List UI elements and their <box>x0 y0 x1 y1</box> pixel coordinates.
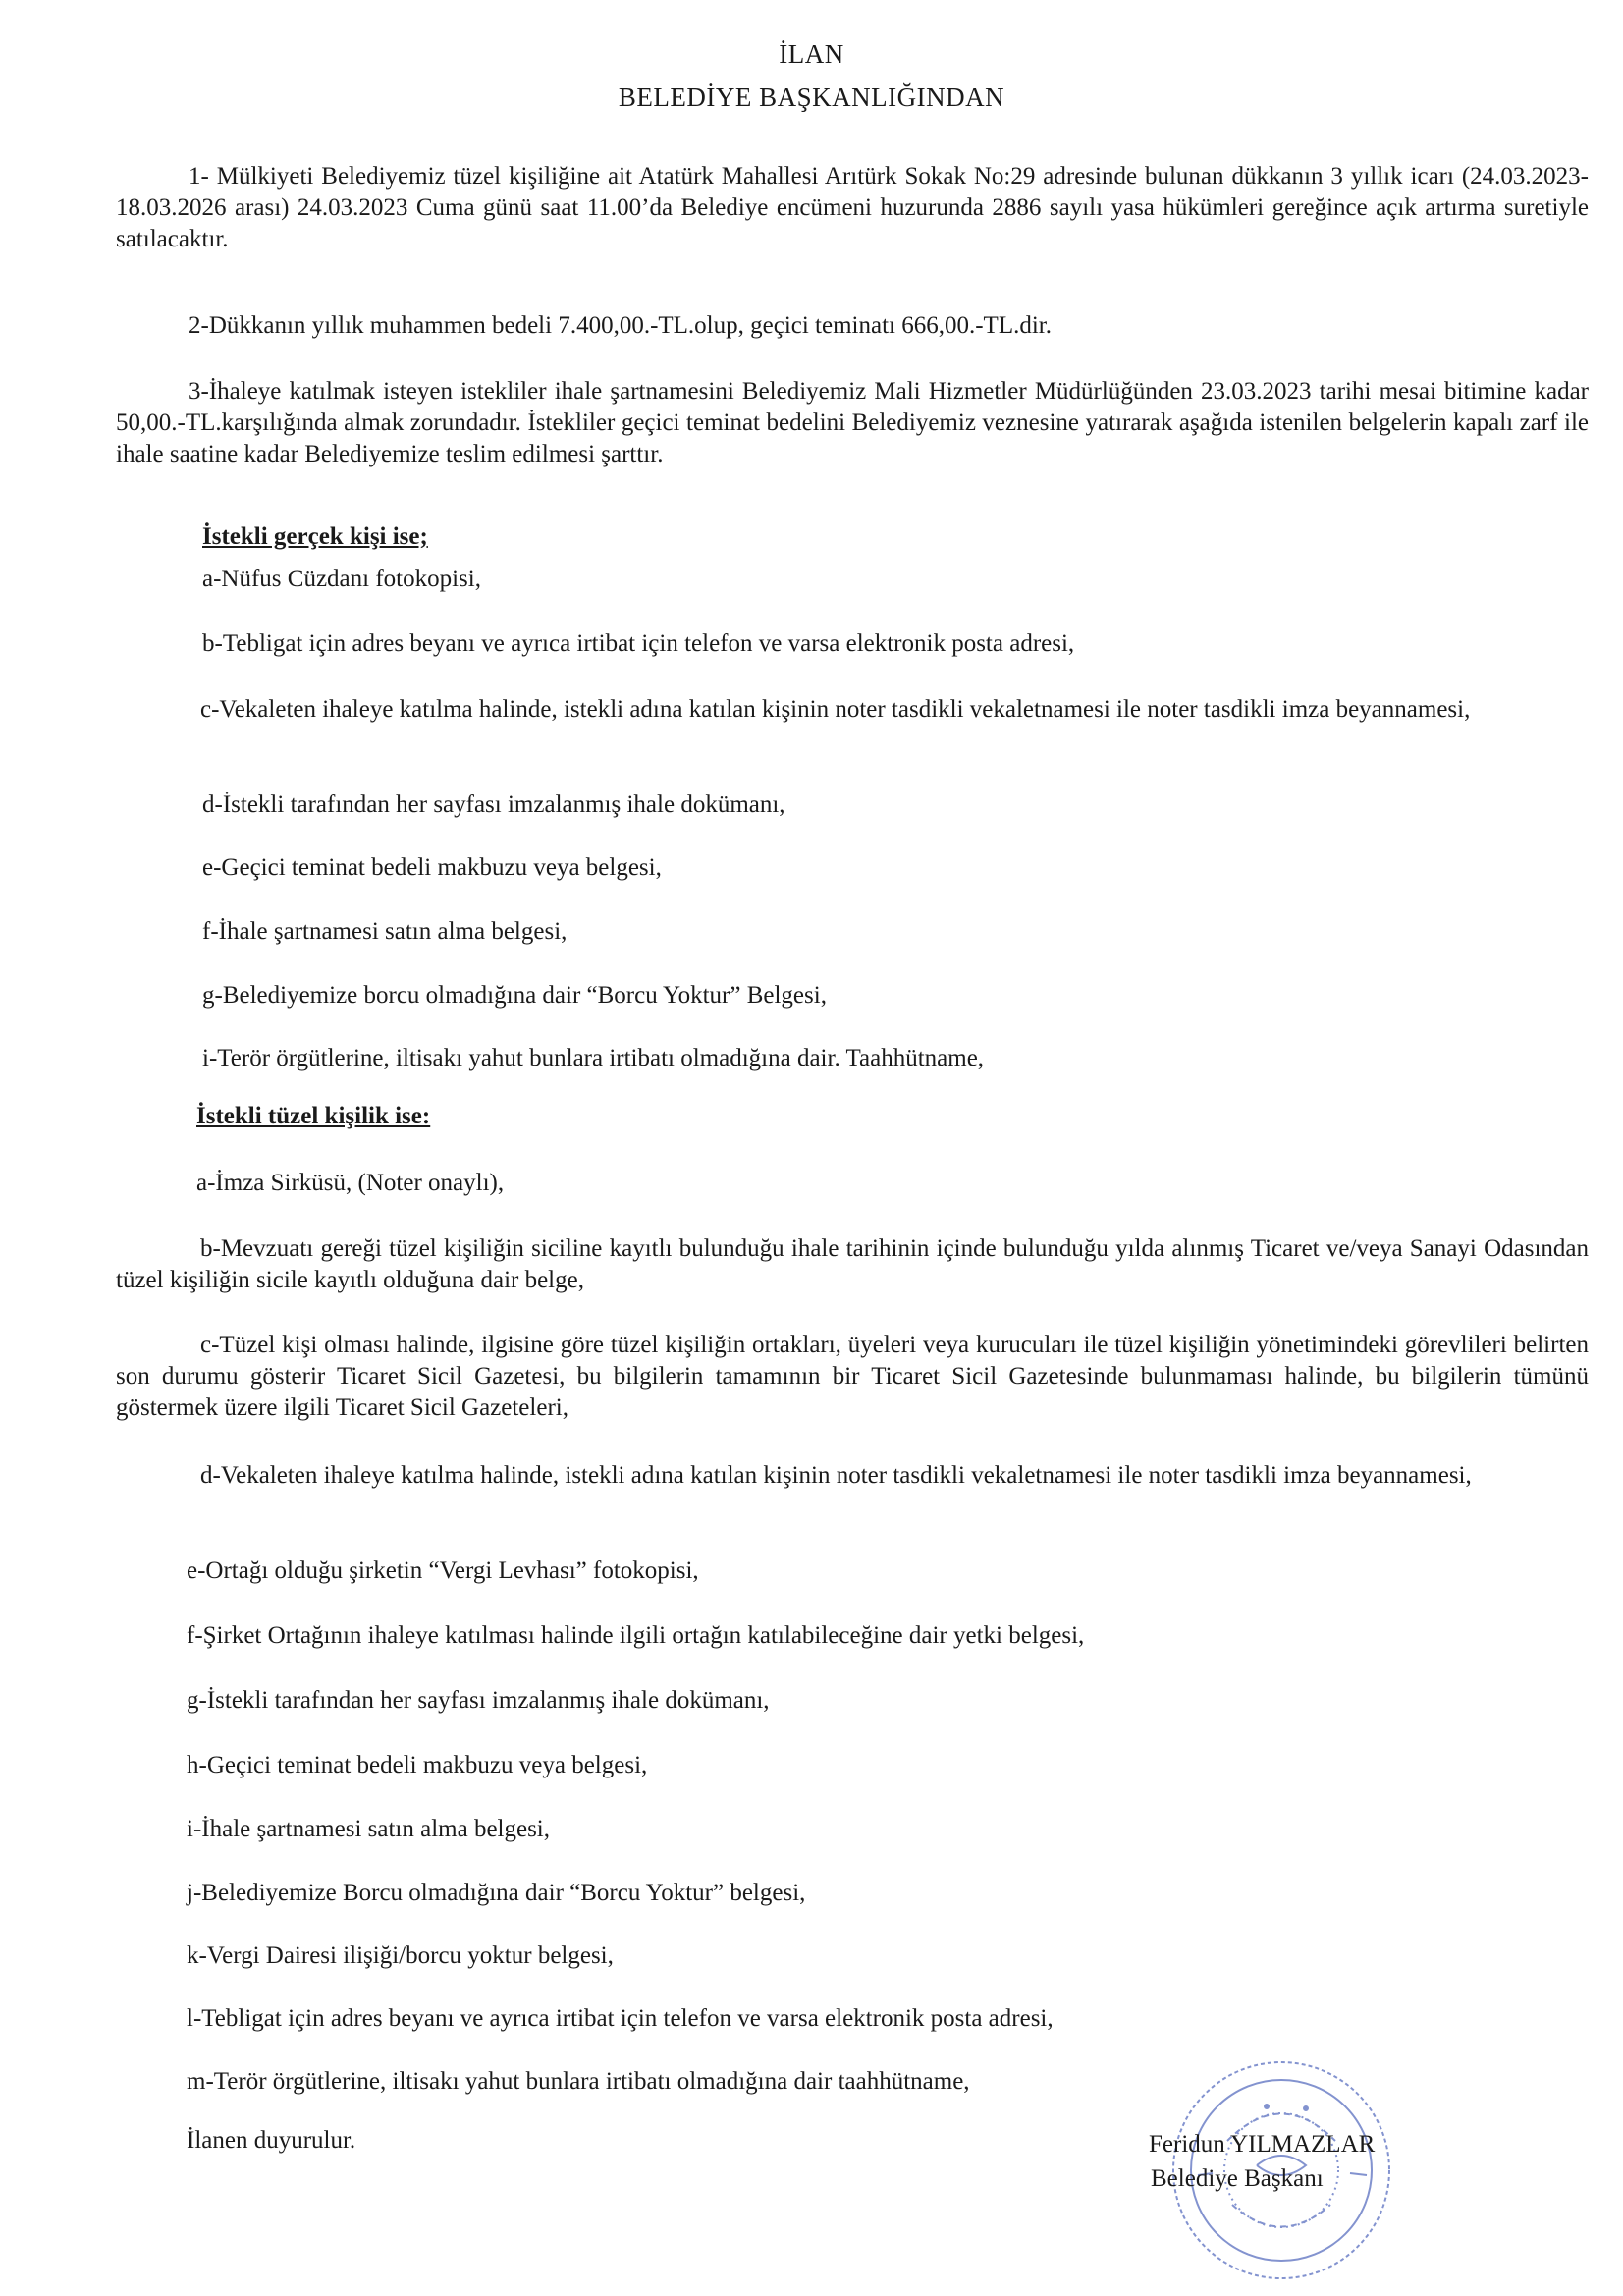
list-item <box>116 1460 1589 1492</box>
legal-entity-heading: İstekli tüzel kişilik ise: <box>196 1103 431 1129</box>
list-item: i-İhale şartnamesi satın alma belgesi, <box>187 1816 551 1842</box>
list-item-text: c-Vekaleten ihaleye katılma halinde, istekli adına katılan kişinin noter tasdikli vekaletnamesi ile noter tasdikli imza beyannamesi, <box>200 696 1471 723</box>
list-item: d-İstekli tarafından her sayfası imzalanmış ihale dokümanı, <box>202 792 785 818</box>
document-title: İLAN <box>779 39 844 69</box>
list-item: f-Şirket Ortağının ihaleye katılması halinde ilgili ortağın katılabileceğine dair yetki belgesi, <box>187 1622 1085 1649</box>
closing-text: İlanen duyurulur. <box>187 2127 356 2154</box>
list-item: h-Geçici teminat bedeli makbuzu veya belgesi, <box>187 1752 648 1778</box>
paragraph-2 <box>116 310 1589 342</box>
list-item: m-Terör örgütlerine, iltisakı yahut bunlara irtibatı olmadığına dair taahhütname, <box>187 2068 970 2095</box>
list-item: b-Tebligat için adres beyanı ve ayrıca irtibat için telefon ve varsa elektronik posta adresi, <box>202 630 1075 657</box>
list-item: i-Terör örgütlerine, iltisakı yahut bunlara irtibatı olmadığına dair. Taahhütname, <box>202 1045 985 1071</box>
real-person-heading: İstekli gerçek kişi ise; <box>202 523 428 550</box>
list-item-text: b-Mevzuatı gereği tüzel kişiliğin siciline kayıtlı bulunduğu ihale tarihinin içinde bulunduğu yılda alınmış Ticaret ve/veya Sanayi Odasından tüzel kişiliğin sicile kayıtlı olduğuna dair belge, <box>116 1235 1589 1293</box>
paragraph-1-text: 1- Mülkiyeti Belediyemiz tüzel kişiliğine ait Atatürk Mahallesi Arıtürk Sokak No:29 adresinde bulunan dükkanın 3 yıllık icarı (24.03.2023-18.03.2026 arası) 24.03.2023 Cuma günü saat 11.00’da Belediye encümeni huzurunda 2886 sayılı yasa hükümleri gereğince açık artırma suretiyle satılacaktır. <box>116 163 1589 252</box>
list-item <box>116 1330 1589 1424</box>
list-item: e-Ortağı olduğu şirketin “Vergi Levhası” fotokopisi, <box>187 1558 699 1584</box>
paragraph-2-text: 2-Dükkanın yıllık muhammen bedeli 7.400,00.-TL.olup, geçici teminatı 666,00.-TL.dir. <box>189 312 1052 339</box>
list-item: e-Geçici teminat bedeli makbuzu veya belgesi, <box>202 854 662 881</box>
list-item: g-Belediyemize borcu olmadığına dair “Borcu Yoktur” Belgesi, <box>202 982 827 1009</box>
list-item: a-Nüfus Cüzdanı fotokopisi, <box>202 566 481 592</box>
signatory-title: Belediye Başkanı <box>1151 2165 1324 2192</box>
list-item: k-Vergi Dairesi ilişiği/borcu yoktur belgesi, <box>187 1942 614 1969</box>
list-item: f-İhale şartnamesi satın alma belgesi, <box>202 918 568 945</box>
paragraph-3 <box>116 376 1589 470</box>
list-item <box>116 1233 1589 1296</box>
list-item: j-Belediyemize Borcu olmadığına dair “Borcu Yoktur” belgesi, <box>187 1880 806 1906</box>
paragraph-1 <box>116 161 1589 255</box>
document-subtitle: BELEDİYE BAŞKANLIĞINDAN <box>618 82 1005 112</box>
list-item: g-İstekli tarafından her sayfası imzalanmış ihale dokümanı, <box>187 1687 770 1714</box>
list-item: l-Tebligat için adres beyanı ve ayrıca irtibat için telefon ve varsa elektronik posta adresi, <box>187 2005 1054 2032</box>
list-item-text: d-Vekaleten ihaleye katılma halinde, istekli adına katılan kişinin noter tasdikli vekaletnamesi ile noter tasdikli imza beyannamesi, <box>200 1462 1472 1489</box>
paragraph-3-text: 3-İhaleye katılmak isteyen istekliler ihale şartnamesini Belediyemiz Mali Hizmetler Müdürlüğünden 23.03.2023 tarihi mesai bitimine kadar 50,00.-TL.karşılığında almak zorundadır. İstekliler geçici teminat bedelini Belediyemiz veznesine yatırarak aşağıda istenilen belgelerin kapalı zarf ile ihale saatine kadar Belediyemize teslim edilmesi şarttır. <box>116 378 1589 467</box>
list-item-text: c-Tüzel kişi olması halinde, ilgisine göre tüzel kişiliğin ortakları, üyeleri veya kurucuları ile tüzel kişiliğin yönetimindeki görevlileri belirten son durumu gösterir Ticaret Sicil Gazetesi, bu bilgilerin tamamının bir Ticaret Sicil Gazetesinde bulunmaması halinde, bu bilgilerin tümünü göstermek üzere ilgili Ticaret Sicil Gazeteleri, <box>116 1332 1589 1421</box>
list-item: a-İmza Sirküsü, (Noter onaylı), <box>196 1170 505 1196</box>
list-item <box>116 694 1589 726</box>
signatory-name: Feridun YILMAZLAR <box>1149 2131 1376 2158</box>
